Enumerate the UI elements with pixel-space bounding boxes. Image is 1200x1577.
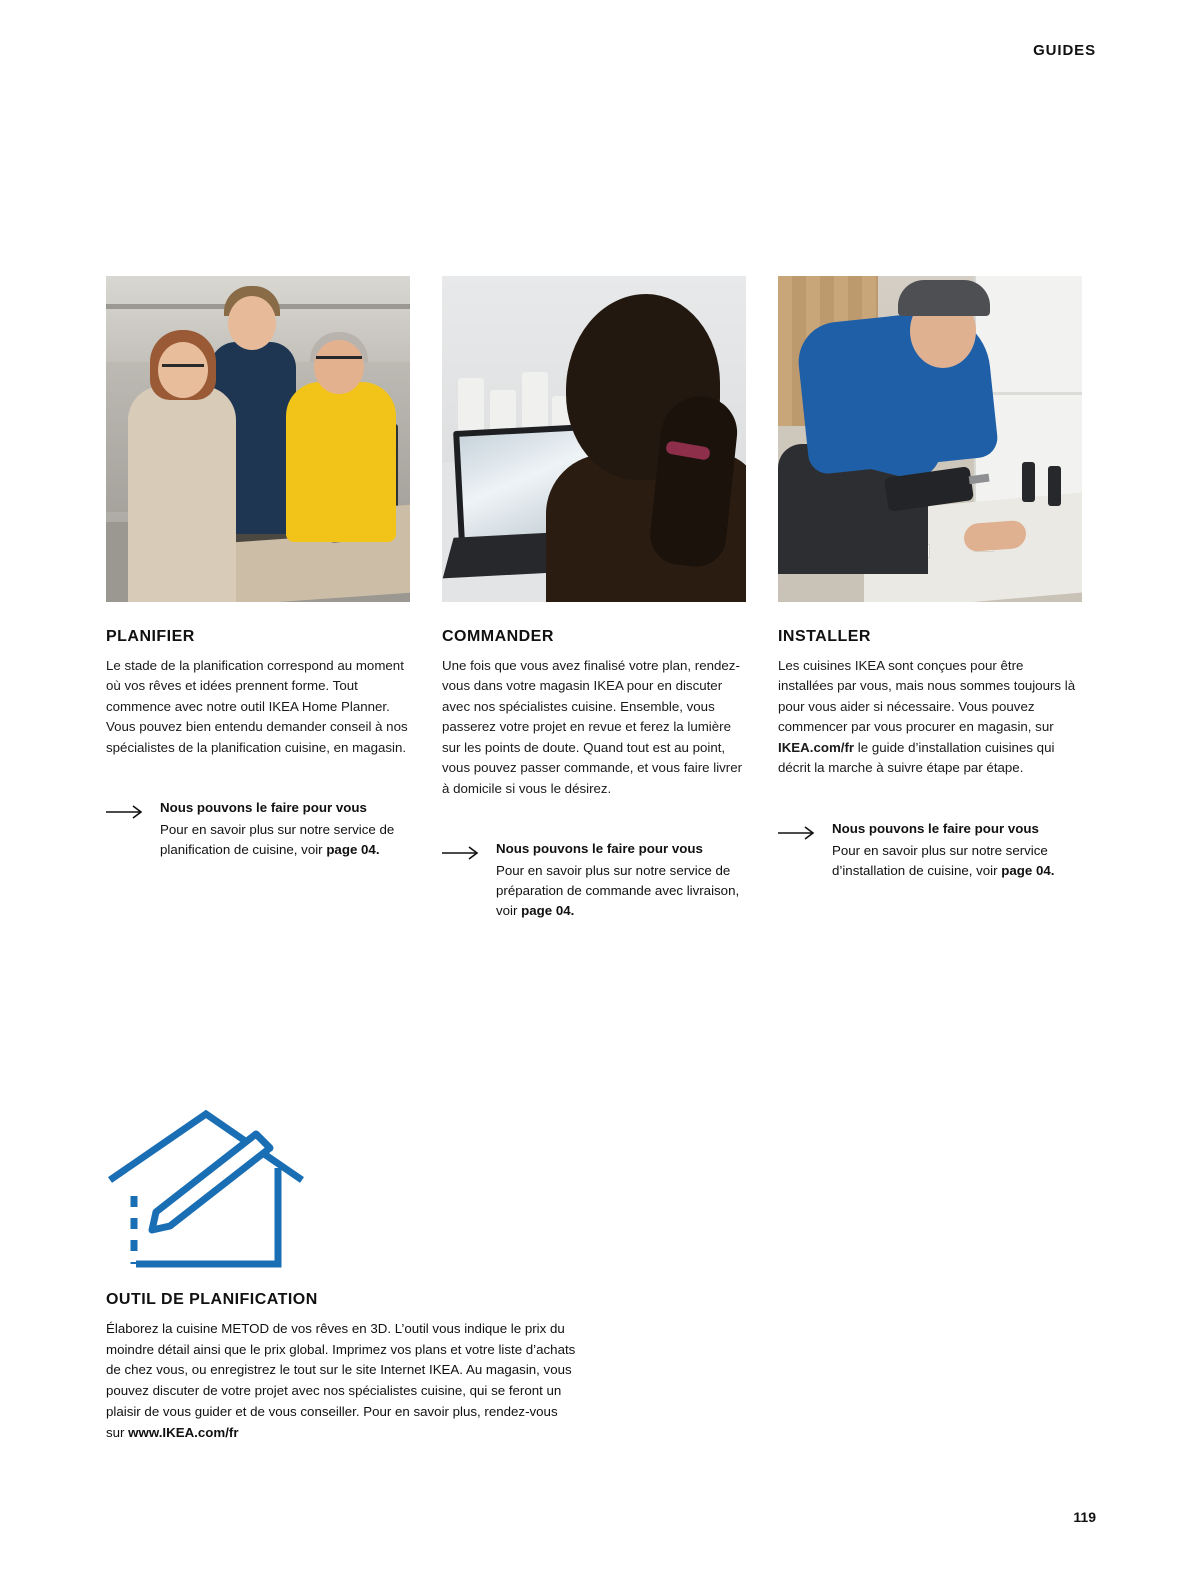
column-body: Le stade de la planification correspond au moment où vos rêves et idées prennent forme. Tout commence avec notre outil IKEA Home Planner. Vous pouvez bien entendu demander conseil à nos spécialistes de la planification cuisine, en magasin. <box>106 658 408 755</box>
column-title: INSTALLER <box>778 628 871 645</box>
column-body: Une fois que vous avez finalisé votre plan, rendez-vous dans votre magasin IKEA pour en discuter avec nos spécialistes cuisine. Ensemble, vous passerez votre projet en revue et ferez la lumière sur les points de doute. Quand tout est au point, vous pouvez passer commande, et vous faire livrer à domicile si vous le désirez. <box>442 658 743 796</box>
service-note <box>778 819 1082 881</box>
column-body: Les cuisines IKEA sont conçues pour être installées par vous, mais nous sommes toujours là pour vous aider si nécessaire. Vous pouvez commencer par vous procurer en magasin, sur IKEA.com/fr le guide d’installation cuisines qui décrit la marche à suivre étape par étape. <box>778 658 1076 776</box>
photo-woman-laptop <box>442 276 746 602</box>
service-note <box>442 839 746 921</box>
guide-column-commander <box>442 276 746 921</box>
section-label: GUIDES <box>1033 42 1096 59</box>
guide-column-planifier <box>106 276 410 921</box>
service-note-text <box>832 819 1082 881</box>
arrow-right-icon <box>106 798 148 820</box>
service-note-body: Pour en savoir plus sur notre service de planification de cuisine, voir page 04. <box>160 822 395 858</box>
photo-installer-drill <box>778 276 1082 602</box>
service-note-title: Nous pouvons le faire pour vous <box>832 820 1039 836</box>
planner-title: OUTIL DE PLANIFICATION <box>106 1291 318 1308</box>
arrow-right-icon <box>778 819 820 841</box>
service-note-title: Nous pouvons le faire pour vous <box>160 800 367 816</box>
guide-column-installer <box>778 276 1082 921</box>
three-column-guide <box>106 276 1114 921</box>
service-note-text <box>496 839 746 921</box>
page-number: 119 <box>1073 1509 1096 1525</box>
service-note-title: Nous pouvons le faire pour vous <box>496 841 703 857</box>
photo-planning-advisors <box>106 276 410 602</box>
service-note-body: Pour en savoir plus sur notre service de préparation de commande avec livraison, voir page 04. <box>496 863 740 919</box>
service-note <box>106 798 410 860</box>
arrow-right-icon <box>442 839 484 861</box>
column-title: PLANIFIER <box>106 628 195 645</box>
house-with-pencil-icon <box>106 1108 316 1273</box>
planner-body: Élaborez la cuisine METOD de vos rêves en 3D. L’outil vous indique le prix du moindre détail ainsi que le prix global. Imprimez vos plans et votre liste d’achats de chez vous, ou enregistrez le tout sur le site Internet IKEA. Au magasin, vous pouvez discuter de votre projet avec nos spécialistes cuisine, qui se feront un plaisir de vous guider et de vous conseiller. Pour en savoir plus, rendez-vous sur www.IKEA.com/fr <box>106 1321 576 1440</box>
service-note-text <box>160 798 410 860</box>
column-title: COMMANDER <box>442 628 554 645</box>
service-note-body: Pour en savoir plus sur notre service d’installation de cuisine, voir page 04. <box>832 842 1055 878</box>
planning-tool-block <box>106 1108 626 1443</box>
